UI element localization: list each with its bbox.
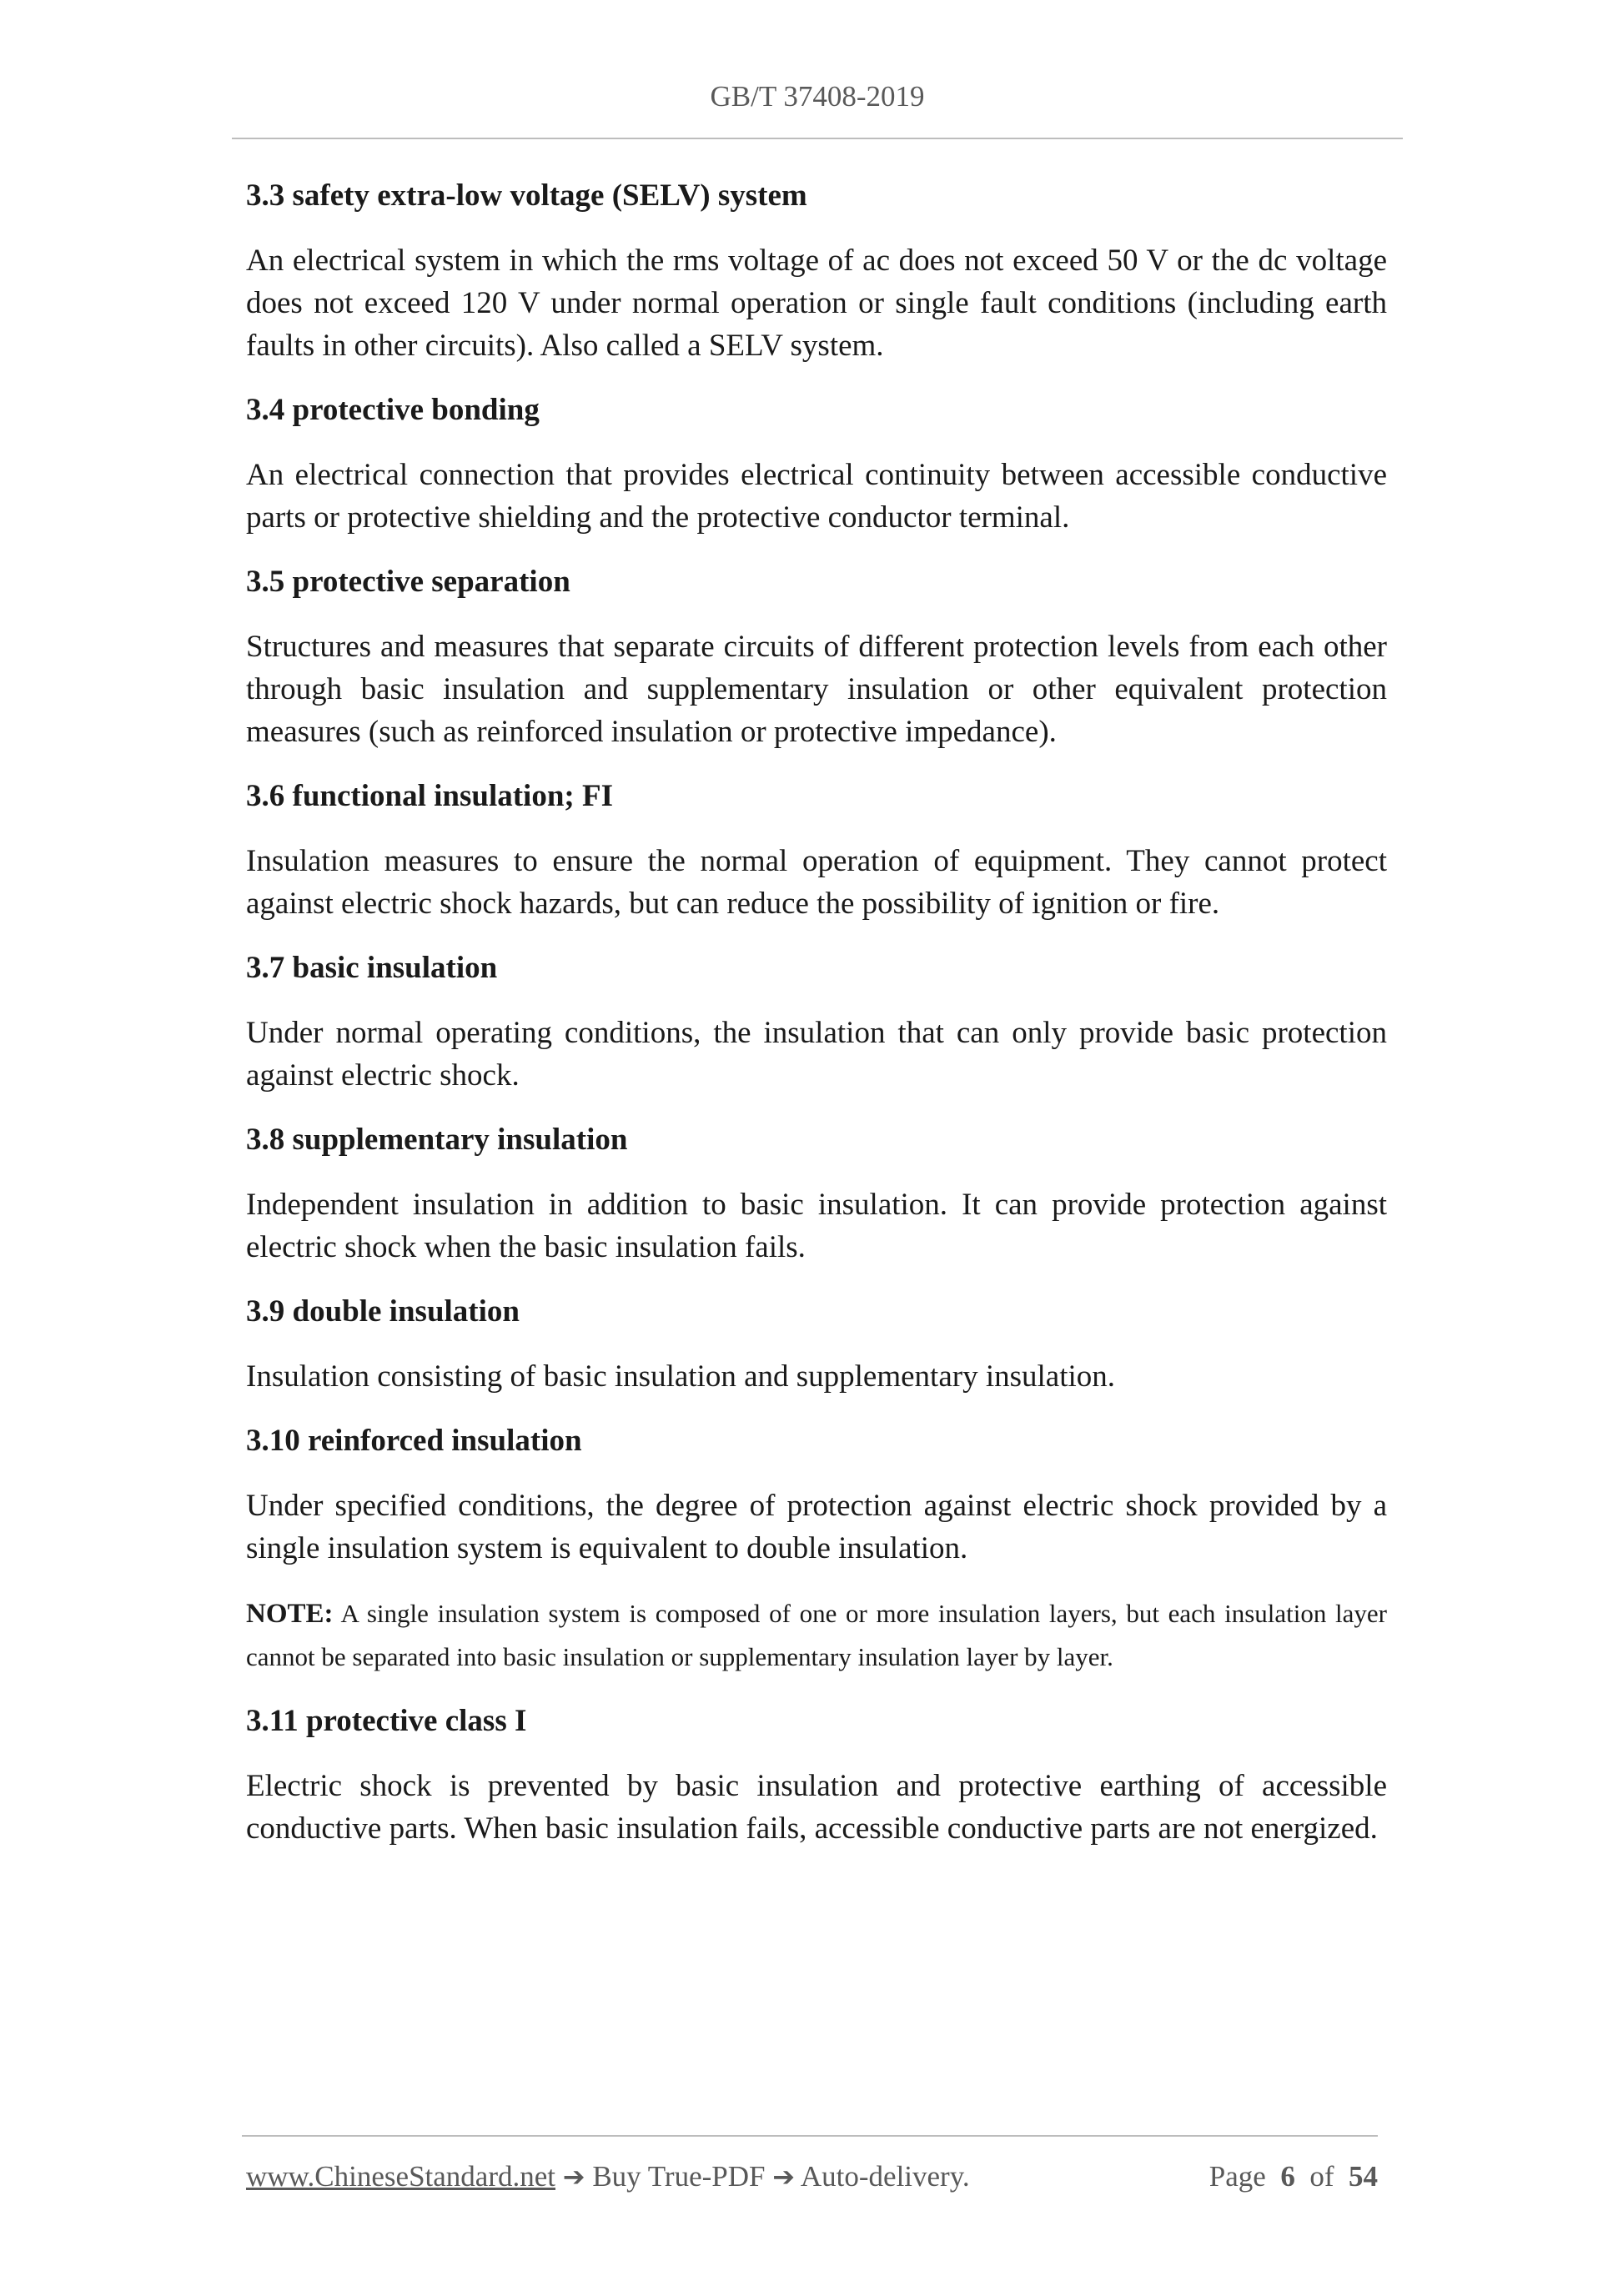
term-definition: An electrical connection that provides electrical continuity between accessible conductive parts or protective shielding and the protective conductor terminal.	[246, 458, 1387, 535]
term-section	[246, 1701, 1387, 1850]
page-label: Page	[1208, 2160, 1266, 2193]
term-section	[246, 947, 1387, 1097]
term-section	[246, 561, 1387, 753]
document-header	[234, 80, 1401, 113]
arrow-right-icon: ➔	[772, 2161, 796, 2193]
term-heading: 3.6 functional insulation; FI	[246, 779, 613, 813]
term-heading: 3.10 reinforced insulation	[246, 1424, 582, 1458]
term-heading: 3.5 protective separation	[246, 565, 570, 599]
buy-pdf-text: Buy True-PDF	[592, 2160, 766, 2193]
term-definition: Under normal operating conditions, the insulation that can only provide basic protection against electric shock.	[246, 1016, 1387, 1093]
page-total: 54	[1349, 2160, 1378, 2193]
term-heading: 3.8 supplementary insulation	[246, 1123, 628, 1157]
term-definition: Structures and measures that separate circuits of different protection levels from each other through basic insulation and supplementary insulation or other equivalent protection measures (such as reinforced insulation or protective impedance).	[246, 630, 1387, 749]
footer-promo	[246, 2156, 970, 2198]
term-definition: An electrical system in which the rms voltage of ac does not exceed 50 V or the dc voltage does not exceed 120 V under normal operation or single fault conditions (including earth faults in other circuits). Also called a SELV system.	[246, 244, 1387, 363]
term-definition: Under specified conditions, the degree of protection against electric shock provided by a single insulation system is equivalent to double insulation.	[246, 1489, 1387, 1565]
term-heading: 3.7 basic insulation	[246, 951, 498, 985]
term-section	[246, 1119, 1387, 1269]
delivery-text: Auto-delivery.	[800, 2160, 970, 2193]
standard-id: GB/T 37408-2019	[710, 80, 925, 113]
term-heading: 3.3 safety extra-low voltage (SELV) system	[246, 178, 807, 213]
page-current: 6	[1280, 2160, 1295, 2193]
document-body	[246, 175, 1387, 1872]
term-heading: 3.9 double insulation	[246, 1294, 520, 1329]
term-definition: Independent insulation in addition to basic insulation. It can provide protection against electric shock when the basic insulation fails.	[246, 1188, 1387, 1264]
term-definition: Electric shock is prevented by basic insulation and protective earthing of accessible conductive parts. When basic insulation fails, accessible conductive parts are not energized.	[246, 1769, 1387, 1846]
page-of-label: of	[1309, 2160, 1334, 2193]
header-divider	[232, 138, 1403, 139]
term-heading: 3.11 protective class I	[246, 1704, 527, 1738]
term-note	[246, 1592, 1387, 1678]
term-section	[246, 175, 1387, 367]
footer-divider	[242, 2135, 1378, 2137]
term-section	[246, 1420, 1387, 1678]
site-link[interactable]: www.ChineseStandard.net	[246, 2160, 555, 2193]
term-definition: Insulation consisting of basic insulation and supplementary insulation.	[246, 1359, 1116, 1394]
note-text: A single insulation system is composed of one or more insulation layers, but each insulation layer cannot be separated into basic insulation or supplementary insulation layer by layer.	[246, 1599, 1388, 1671]
term-section	[246, 776, 1387, 925]
term-definition: Insulation measures to ensure the normal operation of equipment. They cannot protect against electric shock hazards, but can reduce the possibility of ignition or fire.	[246, 844, 1387, 921]
arrow-right-icon: ➔	[562, 2161, 585, 2193]
term-heading: 3.4 protective bonding	[246, 393, 540, 427]
page-indicator	[1209, 2156, 1378, 2198]
note-label: NOTE:	[246, 1599, 334, 1629]
term-section	[246, 389, 1387, 539]
term-section	[246, 1291, 1387, 1398]
